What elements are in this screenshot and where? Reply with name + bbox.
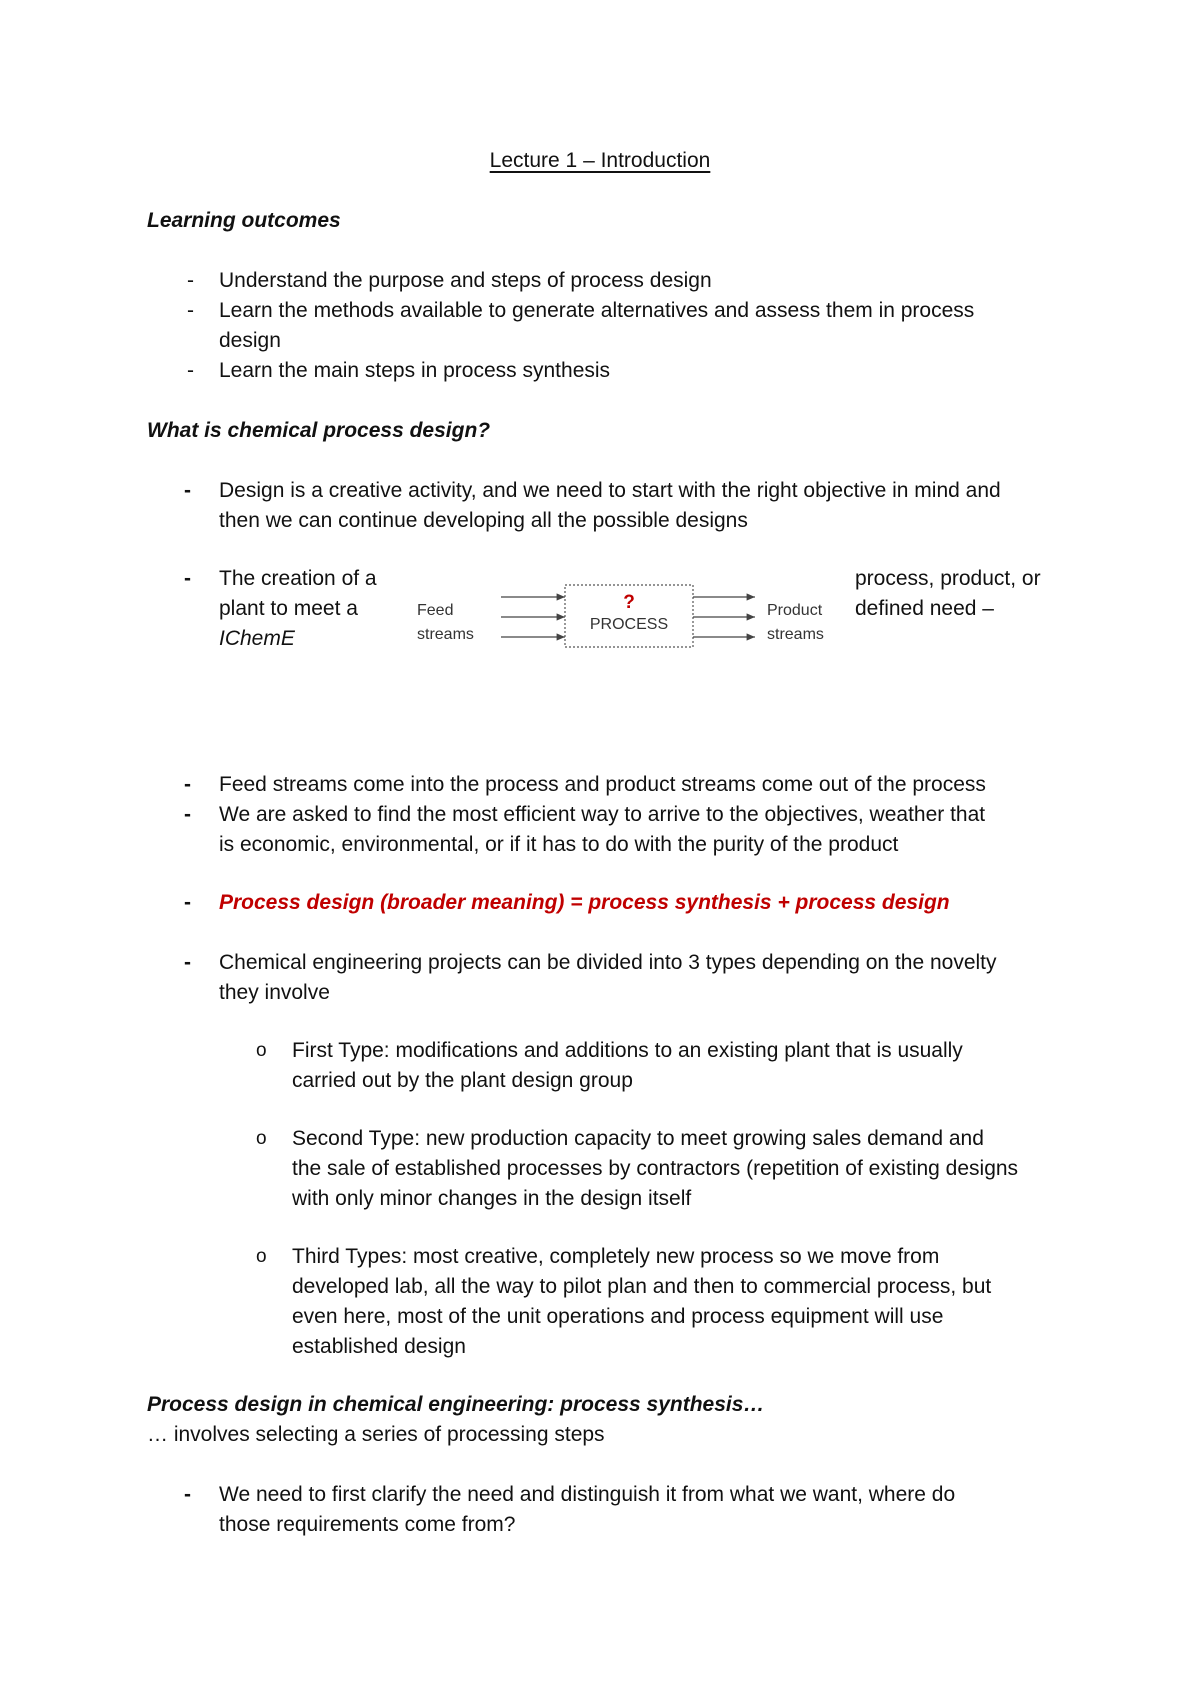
third-type-line3: even here, most of the unit operations and process equipment will use <box>292 1305 944 1328</box>
third-type-line4: established design <box>292 1335 466 1358</box>
circle-bullet: o <box>256 1246 267 1267</box>
process-diagram <box>405 578 835 668</box>
feed-label-line2: streams <box>417 626 474 643</box>
process-design-definition: Process design (broader meaning) = process synthesis + process design <box>219 891 950 914</box>
synthesis-heading: Process design in chemical engineering: process synthesis… <box>147 1393 765 1416</box>
first-type-line2: carried out by the plant design group <box>292 1069 633 1092</box>
learning-outcome-item: Understand the purpose and steps of process design <box>219 269 712 292</box>
learning-outcome-item: Learn the methods available to generate alternatives and assess them in process <box>219 299 975 322</box>
product-label-line2: streams <box>767 626 824 643</box>
design-bullet-line2: then we can continue developing all the possible designs <box>219 509 748 532</box>
bullet-dash: - <box>184 951 191 974</box>
streams-bullet: Feed streams come into the process and product streams come out of the process <box>219 773 986 796</box>
bullet-dash: - <box>184 567 191 590</box>
process-diagram-svg <box>405 578 835 668</box>
creation-left-line1: The creation of a <box>219 567 377 590</box>
bullet-dash: - <box>187 299 194 322</box>
circle-bullet: o <box>256 1040 267 1061</box>
product-label-line1: Product <box>767 602 823 619</box>
synthesis-subline: … involves selecting a series of processing steps <box>147 1423 605 1446</box>
bullet-dash: - <box>184 479 191 502</box>
what-is-heading: What is chemical process design? <box>147 419 491 442</box>
third-type-line2: developed lab, all the way to pilot plan and then to commercial process, but <box>292 1275 992 1298</box>
first-type-line1: First Type: modifications and additions to an existing plant that is usually <box>292 1039 963 1062</box>
third-type-line1: Third Types: most creative, completely new process so we move from <box>292 1245 940 1268</box>
clarify-need-line1: We need to first clarify the need and distinguish it from what we want, where do <box>219 1483 956 1506</box>
bullet-dash: - <box>187 359 194 382</box>
feed-label-line1: Feed <box>417 602 454 619</box>
question-mark: ? <box>623 592 635 613</box>
efficiency-bullet-line1: We are asked to find the most efficient way to arrive to the objectives, weather that <box>219 803 986 826</box>
process-label: PROCESS <box>589 616 669 633</box>
bullet-dash: - <box>184 773 191 796</box>
learning-outcome-item-continued: design <box>219 329 281 352</box>
bullet-dash: - <box>184 803 191 826</box>
creation-right-line2: defined need – <box>855 597 994 620</box>
efficiency-bullet-line2: is economic, environmental, or if it has to do with the purity of the product <box>219 833 899 856</box>
second-type-line1: Second Type: new production capacity to meet growing sales demand and <box>292 1127 984 1150</box>
bullet-dash: - <box>187 269 194 292</box>
bullet-dash: - <box>184 1483 191 1506</box>
design-bullet-line1: Design is a creative activity, and we need to start with the right objective in mind and <box>219 479 1001 502</box>
projects-bullet-line2: they involve <box>219 981 330 1004</box>
page-title: Lecture 1 – Introduction <box>489 149 711 172</box>
creation-left-line2: plant to meet a <box>219 597 358 620</box>
clarify-need-line2: those requirements come from? <box>219 1513 516 1536</box>
second-type-line3: with only minor changes in the design itself <box>292 1187 692 1210</box>
learning-outcomes-heading: Learning outcomes <box>147 209 341 232</box>
bullet-dash: - <box>184 891 191 914</box>
projects-bullet-line1: Chemical engineering projects can be divided into 3 types depending on the novelty <box>219 951 997 974</box>
circle-bullet: o <box>256 1128 267 1149</box>
creation-left-line3: IChemE <box>219 627 295 650</box>
second-type-line2: the sale of established processes by contractors (repetition of existing designs <box>292 1157 1019 1180</box>
creation-right-line1: process, product, or <box>855 567 1041 590</box>
learning-outcome-item: Learn the main steps in process synthesis <box>219 359 611 382</box>
